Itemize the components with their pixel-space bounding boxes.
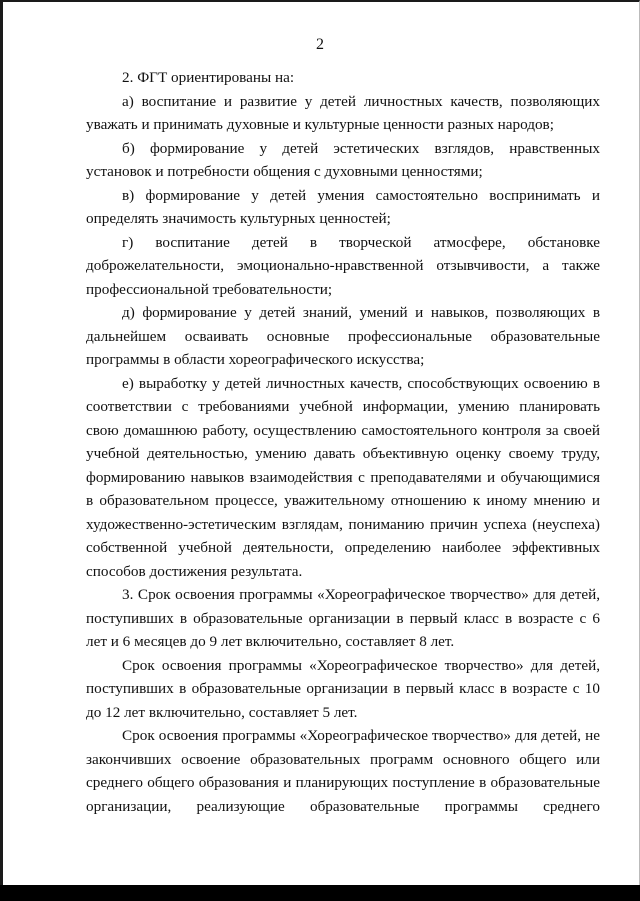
scan-bottom-edge: [0, 885, 640, 901]
paragraph-term-5-years: Срок освоения программы «Хореографическое творчество» для детей, поступивших в образовательные организации в первый класс в возрасте с 10 до 12 лет включительно, составляет 5 лет.: [86, 656, 600, 721]
document-body: [86, 66, 600, 818]
paragraph-term-other: Срок освоения программы «Хореографическое творчество» для детей, не закончивших освоение образовательных программ основного общего или среднего общего образования и планирующих поступление в образовательные организации, реализующие образовательные программы среднего: [86, 727, 600, 815]
paragraph-item-e: е) выработку у детей личностных качеств, способствующих освоению в соответствии с требованиями учебной информации, умению планировать свою домашнюю работу, осуществлению самостоятельного контроля за своей учебной деятельностью, умению давать объективную оценку своему труду, формированию навыков взаимодействия с преподавателями и обучающимися в образовательном процессе, уважительному отношению к иному мнению и художественно-эстетическим взглядам, пониманию причин успеха (неуспеха) собственной учебной деятельности, определению наиболее эффективных способов достижения результата.: [86, 374, 600, 580]
paragraph-item-d: д) формирование у детей знаний, умений и навыков, позволяющих в дальнейшем осваивать основные профессиональные образовательные программы в области хореографического искусства;: [86, 304, 600, 368]
paragraph-item-a: а) воспитание и развитие у детей личностных качеств, позволяющих уважать и принимать духовные и культурные ценности разных народов;: [86, 92, 600, 133]
paragraph-item-g: г) воспитание детей в творческой атмосфере, обстановке доброжелательности, эмоционально-нравственной отзывчивости, а также профессиональной требовательности;: [86, 233, 600, 298]
paragraph-item-v: в) формирование у детей умения самостоятельно воспринимать и определять значимость культурных ценностей;: [86, 186, 600, 227]
page-number: 2: [316, 36, 324, 53]
paragraph-item-b: б) формирование у детей эстетических взглядов, нравственных установок и потребности общения с духовными ценностями;: [86, 139, 600, 180]
paragraph-intro: 2. ФГТ ориентированы на:: [122, 69, 295, 86]
paragraph-term-8-years: 3. Срок освоения программы «Хореографическое творчество» для детей, поступивших в образовательные организации в первый класс в возрасте с 6 лет и 6 месяцев до 9 лет включительно, составляет 8 лет.: [86, 586, 600, 650]
